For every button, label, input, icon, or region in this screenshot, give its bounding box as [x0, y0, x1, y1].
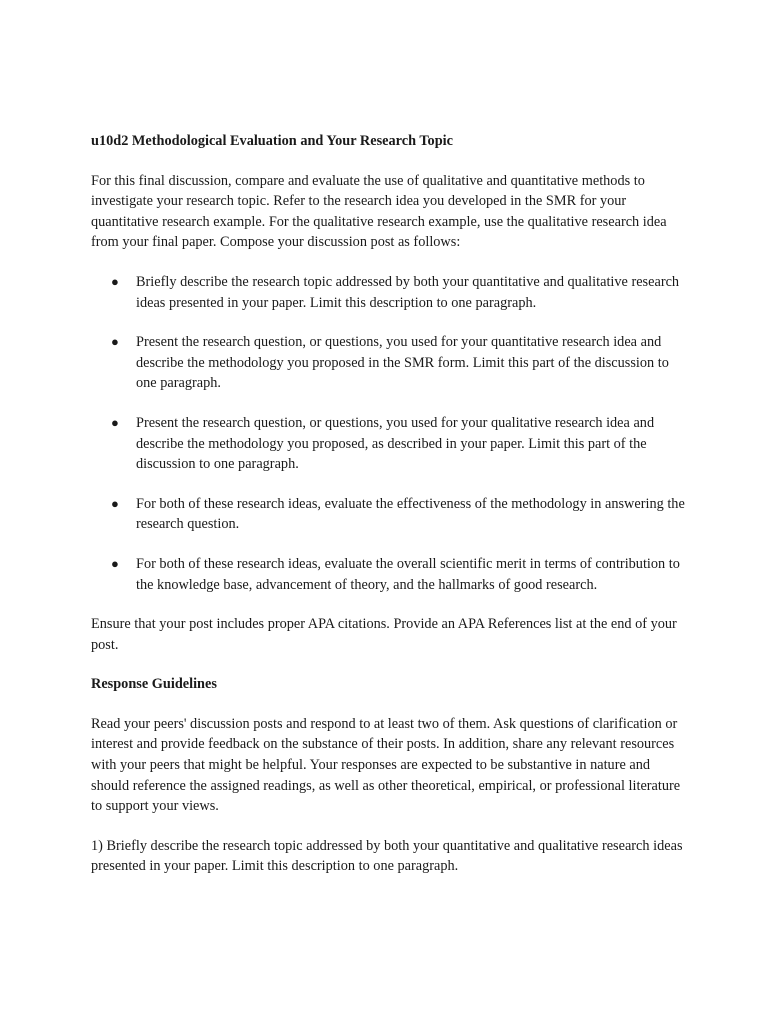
instruction-list [91, 272, 691, 595]
bullet-icon: ● [111, 414, 119, 430]
list-item-text: Present the research question, or questions, you used for your quantitative research idea and describe the methodology you proposed in the SMR form. Limit this part of the discussion to one paragraph. [136, 334, 669, 392]
list-item [91, 332, 691, 394]
list-item [91, 554, 691, 595]
list-item [91, 494, 691, 535]
intro-paragraph: For this final discussion, compare and evaluate the use of qualitative and quantitative methods to investigate your research topic. Refer to the research idea you developed in the SMR for your quantitative research example. For the qualitative research example, use the qualitative research idea from your final paper. Compose your discussion post as follows: [91, 172, 667, 251]
response-guidelines-text: Read your peers' discussion posts and respond to at least two of them. Ask questions of clarification or interest and provide feedback on the substance of their posts. In addition, share any relevant resources with your peers that might be helpful. Your responses are expected to be substantive in nature and should reference the assigned readings, as well as other theoretical, empirical, or professional literature to support your views. [91, 715, 681, 815]
bullet-icon: ● [111, 555, 119, 571]
document-page [91, 131, 691, 896]
list-item-text: Present the research question, or questions, you used for your qualitative research idea and describe the methodology you proposed, as described in your paper. Limit this part of the discussion to one paragraph. [136, 414, 655, 473]
list-item [91, 272, 691, 313]
list-item [91, 413, 691, 475]
document-title: u10d2 Methodological Evaluation and Your Research Topic [91, 133, 453, 149]
bullet-icon: ● [111, 495, 119, 511]
bullet-icon: ● [111, 273, 119, 289]
response-guidelines-heading: Response Guidelines [91, 676, 217, 693]
apa-note: Ensure that your post includes proper APA citations. Provide an APA References list at the end of your post. [91, 616, 677, 653]
answer-paragraph-1: 1) Briefly describe the research topic addressed by both your quantitative and qualitative research ideas presented in your paper. Limit this description to one paragraph. [91, 837, 683, 875]
list-item-text: For both of these research ideas, evaluate the overall scientific merit in terms of contribution to the knowledge base, advancement of theory, and the hallmarks of good research. [136, 555, 680, 593]
list-item-text: Briefly describe the research topic addressed by both your quantitative and qualitative research ideas presented in your paper. Limit this description to one paragraph. [136, 273, 680, 311]
list-item-text: For both of these research ideas, evaluate the effectiveness of the methodology in answering the research question. [136, 495, 685, 533]
bullet-icon: ● [111, 334, 119, 350]
